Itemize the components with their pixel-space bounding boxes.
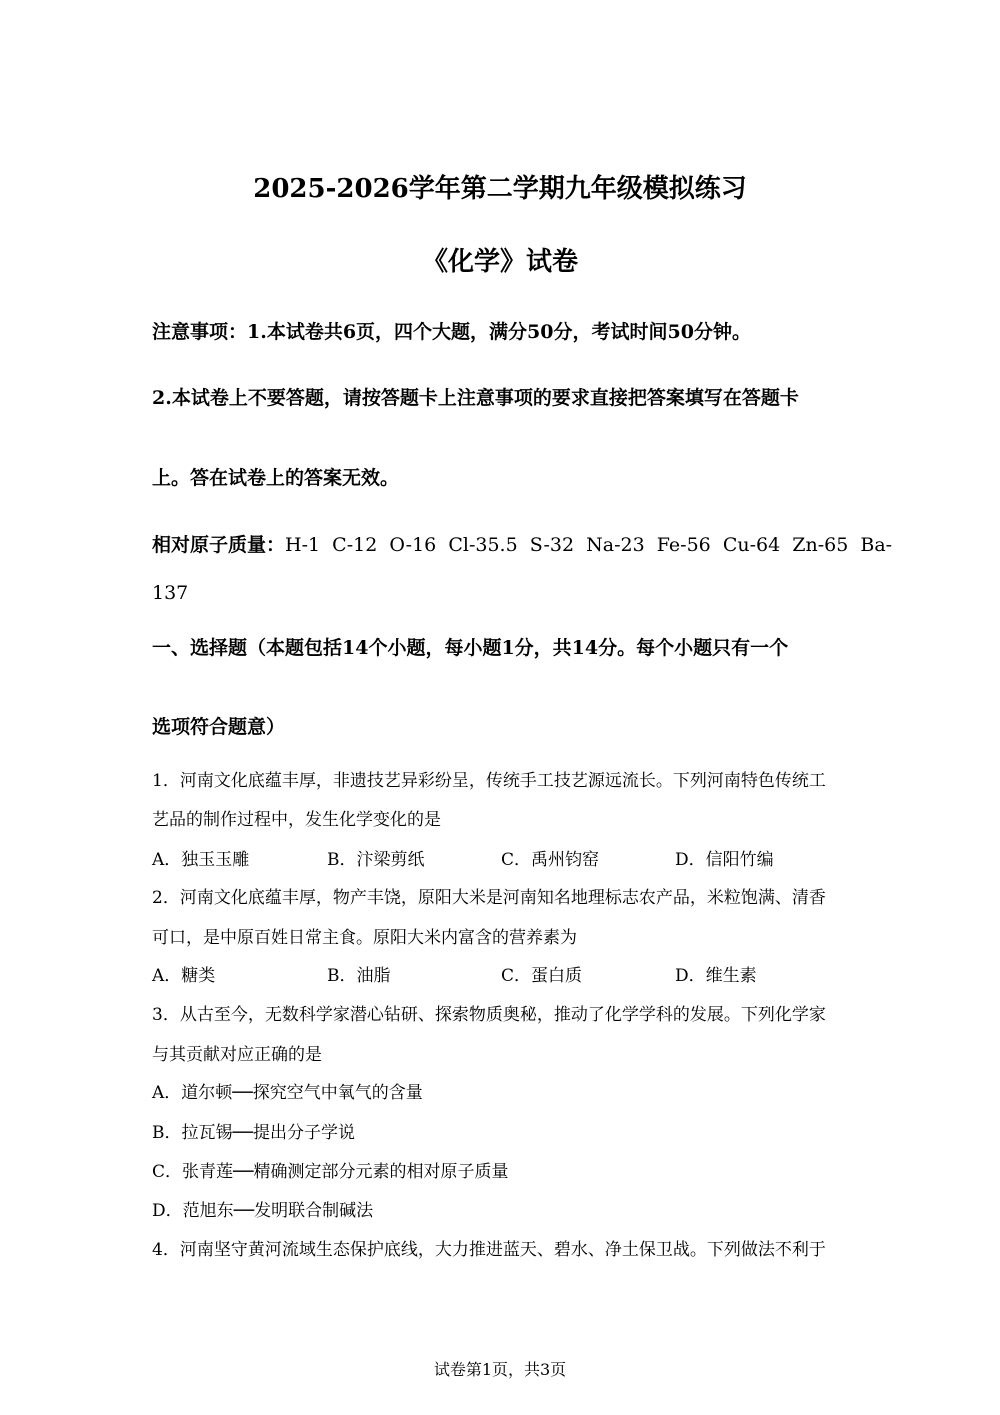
exam-subtitle: 《化学》试卷 <box>421 247 578 277</box>
question-1-line-2: 艺品的制作过程中，发生化学变化的是 <box>152 810 441 830</box>
page-footer: 试卷第1页，共3页 <box>433 1360 567 1379</box>
question-2-option-d: D．维生素 <box>675 966 757 986</box>
question-1-option-d: D．信阳竹编 <box>675 850 774 870</box>
question-1-option-b: B．汴梁剪纸 <box>327 850 425 870</box>
atomic-mass-continuation: 137 <box>152 582 189 604</box>
question-3-option-b: B．拉瓦锡──提出分子学说 <box>152 1123 355 1143</box>
atomic-mass-values: H-1 C-12 O-16 Cl-35.5 S-32 Na-23 Fe-56 Cu-64 Zn-65 Ba- <box>285 534 893 556</box>
question-2-option-b: B．油脂 <box>327 966 391 986</box>
exam-title: 2025-2026学年第二学期九年级模拟练习 <box>253 174 747 204</box>
atomic-mass-line <box>152 530 892 557</box>
question-2-option-a: A．糖类 <box>152 966 216 986</box>
question-3-line-2: 与其贡献对应正确的是 <box>152 1045 322 1065</box>
question-3-option-c: C．张青莲──精确测定部分元素的相对原子质量 <box>152 1162 509 1182</box>
notes-line-1: 注意事项：1.本试卷共6页，四个大题，满分50分，考试时间50分钟。 <box>152 321 751 343</box>
notes-line-2a: 2.本试卷上不要答题，请按答题卡上注意事项的要求直接把答案填写在答题卡 <box>152 387 799 409</box>
question-1-line-1: 1．河南文化底蕴丰厚，非遗技艺异彩纷呈，传统手工技艺源远流长。下列河南特色传统工 <box>152 771 826 791</box>
notes-line-2b: 上。答在试卷上的答案无效。 <box>152 467 400 489</box>
question-2-option-c: C．蛋白质 <box>501 966 583 986</box>
question-4-line-1: 4．河南坚守黄河流域生态保护底线，大力推进蓝天、碧水、净土保卫战。下列做法不利于 <box>152 1240 826 1260</box>
section-heading-a: 一、选择题（本题包括14个小题，每小题1分，共14分。每个小题只有一个 <box>152 637 789 659</box>
question-1-option-a: A．独玉玉雕 <box>152 850 250 870</box>
question-3-option-d: D．范旭东──发明联合制碱法 <box>152 1201 374 1221</box>
question-3-option-a: A．道尔顿──探究空气中氧气的含量 <box>152 1083 423 1103</box>
atomic-mass-label: 相对原子质量： <box>152 534 286 556</box>
question-2-line-2: 可口，是中原百姓日常主食。原阳大米内富含的营养素为 <box>152 928 577 948</box>
question-3-line-1: 3．从古至今，无数科学家潜心钻研、探索物质奥秘，推动了化学学科的发展。下列化学家 <box>152 1005 826 1025</box>
section-heading-b: 选项符合题意） <box>152 716 286 738</box>
question-2-line-1: 2．河南文化底蕴丰厚，物产丰饶，原阳大米是河南知名地理标志农产品，米粒饱满、清香 <box>152 888 826 908</box>
question-1-option-c: C．禹州钧窑 <box>501 850 600 870</box>
